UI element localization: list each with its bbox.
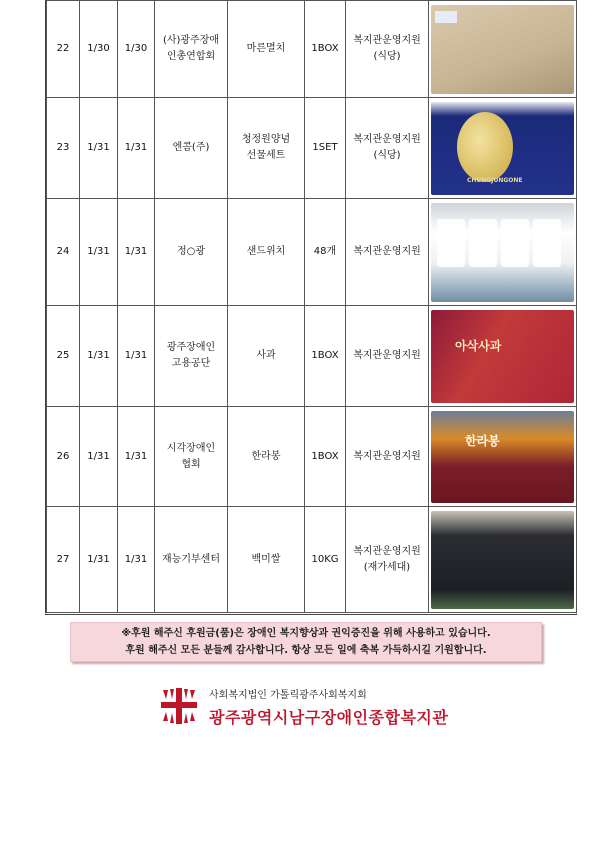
- usage-purpose-cell: [346, 306, 429, 407]
- donated-item-cell: [228, 98, 305, 199]
- donation-date-cell: [118, 407, 155, 507]
- usage-purpose-cell: [346, 98, 429, 199]
- thank-you-notice: [70, 622, 542, 662]
- bag-logo-shape: [457, 112, 513, 182]
- donor-name: 시각장애인 협회: [166, 442, 216, 470]
- row-number: 26: [56, 450, 70, 462]
- row-number: 27: [56, 553, 70, 565]
- organization-logo: [157, 683, 457, 743]
- usage-purpose: 복지관운영지원 (재가세대): [353, 545, 421, 573]
- donated-item: 사과: [256, 350, 276, 361]
- row-number-cell: [47, 98, 80, 199]
- row-number: 23: [56, 142, 70, 153]
- donor-name-cell: [155, 507, 228, 613]
- notice-line-1: ※후원 해주신 후원금(품)은 장애인 복지향상과 권익증진을 위해 사용하고 있습니다.: [121, 628, 491, 639]
- donation-photo-cell: [429, 98, 577, 199]
- donor-name-cell: [155, 407, 228, 507]
- donation-date-cell: [118, 199, 155, 306]
- org-parent-name: 사회복지법인 가톨릭광주사회복지회: [209, 690, 367, 701]
- receipt-date: 1/31: [87, 350, 110, 361]
- donation-date-cell: [118, 1, 155, 98]
- table-row: [47, 407, 577, 507]
- receipt-date-cell: [80, 1, 118, 98]
- cardboard-box-photo: [431, 5, 574, 94]
- donated-item-cell: [228, 199, 305, 306]
- usage-purpose-cell: [346, 1, 429, 98]
- usage-purpose: 복지관운영지원: [353, 450, 421, 462]
- item-quantity: 1BOX: [311, 43, 339, 54]
- receipt-date: 1/31: [87, 450, 110, 462]
- donor-name: 재능기부센터: [162, 553, 220, 565]
- donation-photo-cell: [429, 199, 577, 306]
- donation-date-cell: [118, 98, 155, 199]
- donated-item: 마른멸치: [246, 43, 286, 54]
- donation-table-container: [45, 0, 577, 615]
- donated-item: 샌드위치: [246, 246, 286, 257]
- receipt-date-cell: [80, 98, 118, 199]
- item-quantity: 1SET: [312, 142, 338, 153]
- receipt-date: 1/31: [87, 553, 110, 565]
- donor-name: 광주장애인 고용공단: [166, 342, 216, 369]
- sandwich-boxes-photo: [431, 203, 574, 302]
- item-quantity-cell: [305, 306, 346, 407]
- photo-caption: 한라봉: [465, 433, 500, 448]
- row-number-cell: [47, 507, 80, 613]
- donation-date-cell: [118, 507, 155, 613]
- table-row: [47, 306, 577, 407]
- donation-photo-cell: [429, 407, 577, 507]
- donation-photo-cell: [429, 507, 577, 613]
- usage-purpose: 복지관운영지원 (식당): [353, 35, 421, 62]
- donation-date: 1/31: [124, 450, 148, 462]
- item-quantity: 1BOX: [311, 450, 339, 462]
- donor-name-cell: [155, 98, 228, 199]
- item-quantity: 48개: [313, 246, 337, 257]
- box-label-shape: [435, 11, 457, 23]
- photo-caption: CHUNGJUNGONE: [467, 176, 523, 184]
- item-quantity-cell: [305, 507, 346, 613]
- donation-date: 1/30: [124, 43, 148, 54]
- donated-item: 백미쌀: [251, 553, 281, 565]
- donation-date: 1/31: [124, 246, 148, 257]
- item-quantity: 10KG: [311, 553, 339, 565]
- table-row: [47, 199, 577, 306]
- donation-table: [46, 0, 577, 613]
- row-number-cell: [47, 1, 80, 98]
- usage-purpose-cell: [346, 199, 429, 306]
- donor-name-cell: [155, 1, 228, 98]
- donation-date: 1/31: [124, 553, 148, 565]
- donation-date: 1/31: [124, 142, 148, 153]
- sandwich-box-shape: [533, 219, 561, 267]
- row-number: 24: [56, 246, 70, 257]
- donor-name: (사)광주장애 인총연합회: [162, 35, 220, 62]
- receipt-date-cell: [80, 199, 118, 306]
- item-quantity-cell: [305, 98, 346, 199]
- donor-name: 정○광: [176, 246, 206, 257]
- donation-photo-cell: [429, 306, 577, 407]
- donation-photo-cell: [429, 1, 577, 98]
- usage-purpose-cell: [346, 407, 429, 507]
- photo-caption: 아삭사과: [455, 338, 502, 353]
- donated-item-cell: [228, 507, 305, 613]
- hanrabong-box-photo: [431, 411, 574, 503]
- receipt-date-cell: [80, 407, 118, 507]
- gift-bag-photo: [431, 102, 574, 195]
- donor-name: 엔콤(주): [172, 142, 210, 153]
- row-number-cell: [47, 306, 80, 407]
- table-row: [47, 1, 577, 98]
- table-row: [47, 507, 577, 613]
- receipt-date: 1/31: [87, 142, 110, 153]
- apple-box-photo: [431, 310, 574, 403]
- donated-item: 청정원양념 선물세트: [241, 134, 291, 161]
- donated-item-cell: [228, 306, 305, 407]
- rice-bags-photo: [431, 511, 574, 609]
- donor-name-cell: [155, 199, 228, 306]
- row-number: 25: [56, 350, 70, 361]
- donated-item-cell: [228, 1, 305, 98]
- row-number: 22: [56, 43, 70, 54]
- donated-item: 한라봉: [251, 450, 281, 462]
- caritas-flame-logo-icon: [157, 688, 201, 724]
- receipt-date-cell: [80, 507, 118, 613]
- usage-purpose: 복지관운영지원 (식당): [353, 134, 421, 161]
- donation-date-cell: [118, 306, 155, 407]
- item-quantity-cell: [305, 199, 346, 306]
- sandwich-box-shape: [501, 219, 529, 267]
- sandwich-box-shape: [437, 219, 465, 267]
- donation-date: 1/31: [124, 350, 148, 361]
- receipt-date-cell: [80, 306, 118, 407]
- donor-name-cell: [155, 306, 228, 407]
- row-number-cell: [47, 407, 80, 507]
- row-number-cell: [47, 199, 80, 306]
- usage-purpose: 복지관운영지원: [353, 246, 421, 257]
- receipt-date: 1/30: [87, 43, 110, 54]
- donated-item-cell: [228, 407, 305, 507]
- table-row: [47, 98, 577, 199]
- item-quantity-cell: [305, 1, 346, 98]
- item-quantity: 1BOX: [311, 350, 339, 361]
- usage-purpose-cell: [346, 507, 429, 613]
- item-quantity-cell: [305, 407, 346, 507]
- notice-line-2: 후원 해주신 모든 분들께 감사합니다. 항상 모든 일에 축복 가득하시길 기원합니다.: [125, 645, 487, 656]
- sandwich-box-shape: [469, 219, 497, 267]
- receipt-date: 1/31: [87, 246, 110, 257]
- org-main-name: 광주광역시남구장애인종합복지관: [209, 708, 449, 727]
- usage-purpose: 복지관운영지원: [353, 350, 421, 361]
